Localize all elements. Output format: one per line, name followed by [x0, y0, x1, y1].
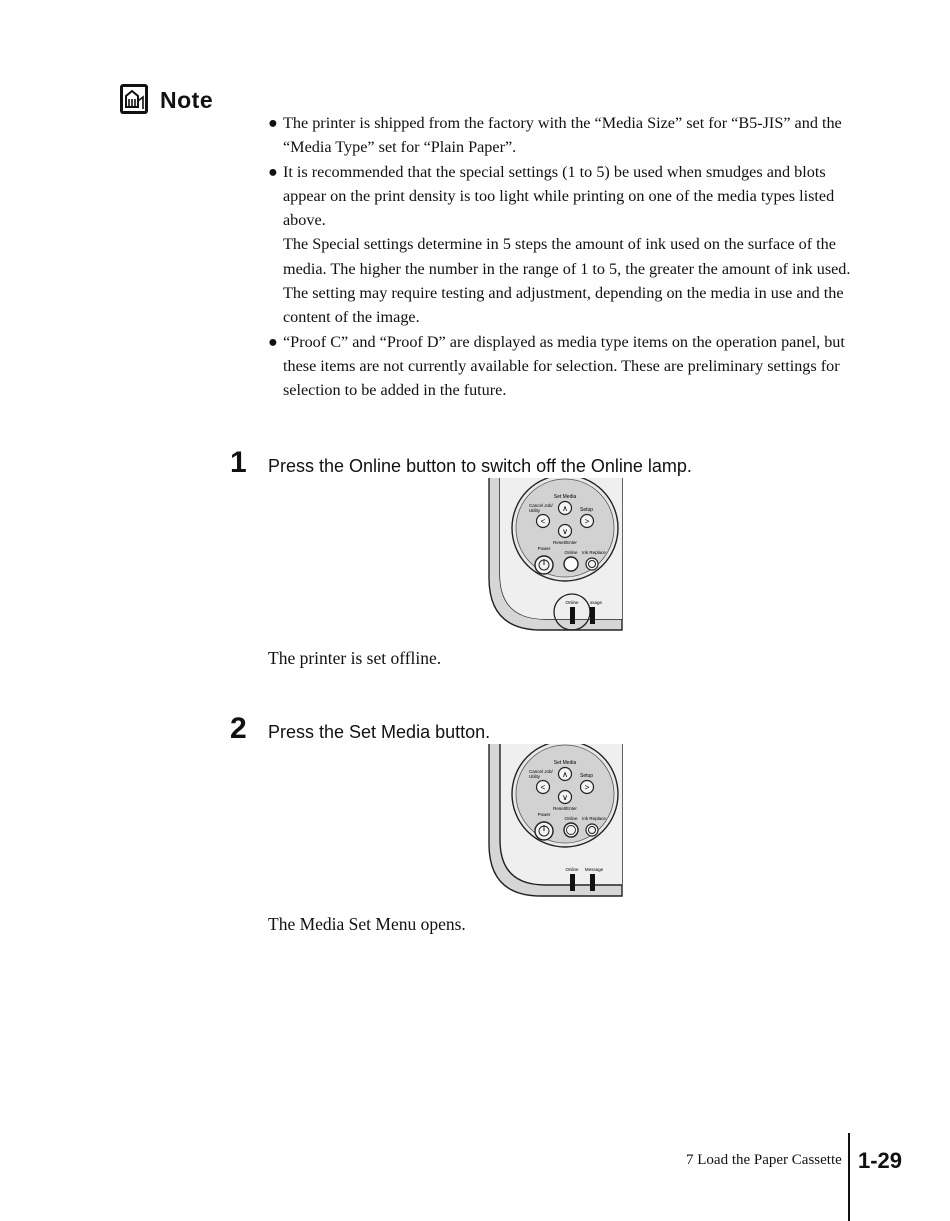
- note-item-text: The Special settings determine in 5 steps the amount of ink used on the surface of the media. The higher the number in the range of 1 to 5, the greater the amount of ink used. The setting may require testing and adjustment, depending on the media in use and the content of the image.: [283, 235, 851, 327]
- svg-text:<: <: [540, 783, 546, 792]
- svg-text:>: >: [584, 783, 590, 792]
- note-item: [268, 330, 858, 403]
- ink-replace-button: [586, 558, 598, 570]
- operation-panel-illustration: [488, 478, 624, 632]
- ink-replace-label: Ink Replace: [582, 816, 606, 821]
- note-title: Note: [160, 87, 214, 113]
- step-number: 2: [230, 712, 247, 745]
- svg-text:<: <: [540, 517, 546, 526]
- reset-enter-label: Reset/Enter: [553, 806, 577, 811]
- utility-label: Utility: [529, 508, 540, 513]
- svg-text:∨: ∨: [562, 793, 568, 802]
- online-button-label: Online: [564, 550, 578, 555]
- setup-label: Setup: [580, 773, 594, 779]
- online-lamp: [570, 874, 575, 891]
- utility-label: Utility: [529, 774, 540, 779]
- step-instruction: Press the Set Media button.: [268, 722, 491, 742]
- step-result: The printer is set offline.: [268, 648, 442, 668]
- note-item-text: It is recommended that the special settings (1 to 5) be used when smudges and blots appear on the print density is too light while printing on one of the media types listed above.: [283, 162, 835, 230]
- cancel-job-label: Cancel Job/: [529, 503, 553, 508]
- set-media-label: Set Media: [553, 494, 577, 500]
- power-label: Power: [537, 546, 551, 551]
- message-lamp-label: Message: [584, 867, 604, 872]
- svg-text:∧: ∧: [562, 770, 568, 779]
- note-item: [268, 160, 858, 233]
- svg-text:>: >: [584, 517, 590, 526]
- page-number: 1-29: [858, 1148, 903, 1173]
- message-lamp: [590, 607, 595, 624]
- online-lamp-label: Online: [565, 867, 579, 872]
- operation-panel-illustration: [488, 744, 624, 898]
- step-result: The Media Set Menu opens.: [268, 914, 466, 934]
- note-icon: [119, 83, 149, 115]
- svg-text:∨: ∨: [562, 527, 568, 536]
- bullet-icon: ●: [268, 332, 278, 351]
- set-media-label: Set Media: [553, 760, 577, 766]
- bullet-icon: ●: [268, 162, 278, 181]
- cancel-job-label: Cancel Job/: [529, 769, 553, 774]
- step-instruction: Press the Online button to switch off the Online lamp.: [268, 456, 692, 476]
- chapter-title: 7 Load the Paper Cassette: [686, 1152, 842, 1168]
- svg-text:∧: ∧: [562, 504, 568, 513]
- note-item: [268, 111, 858, 160]
- bullet-icon: ●: [268, 114, 278, 132]
- note-body: [268, 111, 858, 403]
- reset-enter-label: Reset/Enter: [553, 540, 577, 545]
- online-button-label: Online: [564, 816, 578, 821]
- power-label: Power: [537, 812, 551, 817]
- online-lamp-label: Online: [565, 600, 579, 605]
- note-item-text: The printer is shipped from the factory with the “Media Size” set for “B5-JIS” and the “Media Type” set for “Plain Paper”.: [283, 114, 842, 157]
- note-item-text: “Proof C” and “Proof D” are displayed as media type items on the operation panel, but these items are not currently available for selection. These are preliminary settings for selection to be added in the future.: [283, 332, 845, 400]
- setup-label: Setup: [580, 507, 594, 513]
- ink-replace-button: [586, 824, 598, 836]
- footer-divider: [848, 1133, 850, 1221]
- message-lamp: [590, 874, 595, 891]
- online-lamp: [570, 607, 575, 624]
- message-lamp-label: ssage: [589, 600, 603, 605]
- ink-replace-label: Ink Replace: [582, 550, 606, 555]
- online-button: [564, 557, 578, 571]
- step-number: 1: [230, 446, 247, 479]
